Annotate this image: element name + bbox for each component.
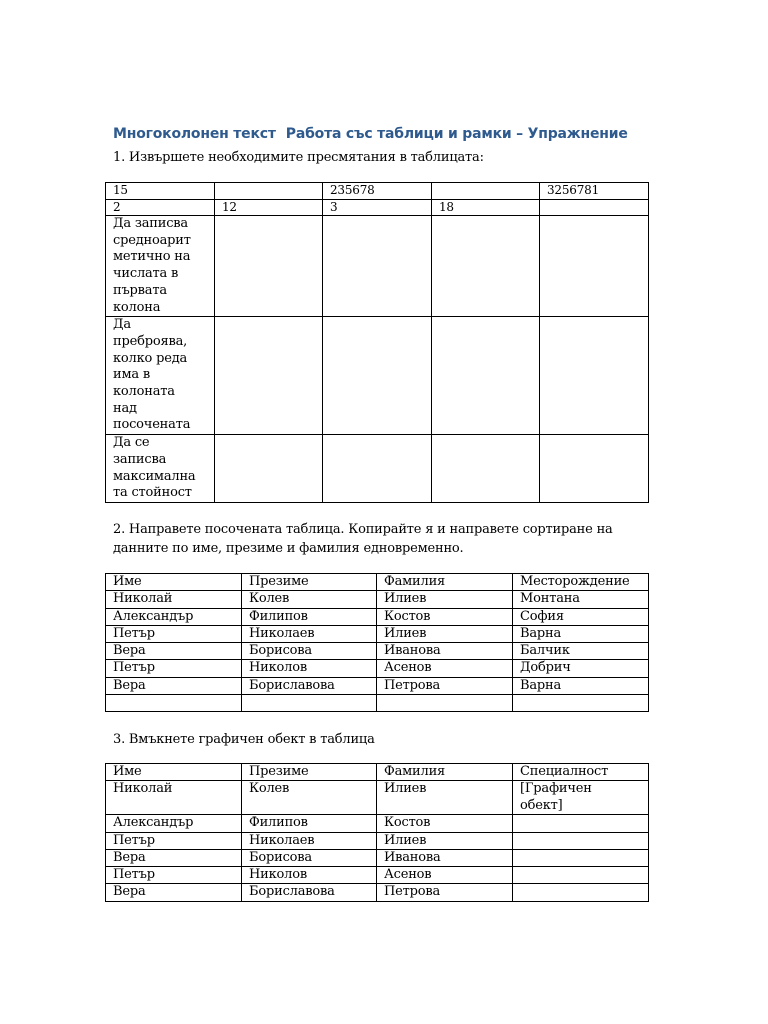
table-cell[interactable] bbox=[513, 867, 649, 884]
column-header[interactable]: Фамилия bbox=[377, 764, 513, 781]
label-line: Да записва bbox=[113, 216, 188, 231]
column-header[interactable]: Специалност bbox=[513, 764, 649, 781]
placeholder-line: [Графичен bbox=[520, 781, 592, 797]
table-cell[interactable]: Илиев bbox=[377, 625, 513, 642]
table-cell[interactable] bbox=[513, 884, 649, 901]
table-cell[interactable]: Николов bbox=[242, 660, 377, 677]
table-cell[interactable]: Борисова bbox=[242, 849, 377, 866]
table-cell[interactable]: Александър bbox=[106, 608, 242, 625]
table-cell[interactable] bbox=[215, 183, 323, 200]
table-row bbox=[106, 867, 649, 884]
label-line: метично на bbox=[113, 249, 191, 265]
task3-instruction: 3. Вмъкнете графичен обект в таблица bbox=[113, 732, 375, 747]
table-cell[interactable]: Николов bbox=[242, 867, 377, 884]
table-header-row bbox=[106, 764, 649, 781]
table-cell[interactable]: Балчик bbox=[513, 643, 649, 660]
table-cell[interactable]: 12 bbox=[215, 199, 323, 216]
table-cell[interactable]: Николаев bbox=[242, 832, 377, 849]
table-cell[interactable]: Петър bbox=[106, 867, 242, 884]
table-cell[interactable] bbox=[513, 695, 649, 712]
column-header[interactable]: Име bbox=[106, 574, 242, 591]
table-cell[interactable] bbox=[215, 216, 323, 317]
table-row bbox=[106, 660, 649, 677]
placeholder-line: обект] bbox=[520, 797, 563, 813]
table-cell[interactable] bbox=[323, 435, 432, 503]
table-cell[interactable] bbox=[215, 317, 323, 435]
table-cell[interactable]: Колев bbox=[242, 781, 377, 815]
table-row bbox=[106, 677, 649, 694]
table-cell[interactable]: София bbox=[513, 608, 649, 625]
table-row bbox=[106, 832, 649, 849]
label-line: та стойност bbox=[113, 485, 192, 501]
table-cell[interactable]: Монтана bbox=[513, 591, 649, 608]
table-cell[interactable]: Николай bbox=[106, 781, 242, 815]
table-cell[interactable]: Николай bbox=[106, 591, 242, 608]
label-line: максимална bbox=[113, 468, 196, 484]
table-cell[interactable]: Иванова bbox=[377, 849, 513, 866]
table-cell[interactable]: 3 bbox=[323, 199, 432, 216]
table-cell[interactable] bbox=[432, 317, 540, 435]
table-cell[interactable]: 18 bbox=[432, 199, 540, 216]
label-line: има в bbox=[113, 367, 150, 383]
table-row bbox=[106, 643, 649, 660]
table-cell[interactable]: Костов bbox=[377, 608, 513, 625]
table-row bbox=[106, 695, 649, 712]
table-cell[interactable]: Асенов bbox=[377, 867, 513, 884]
table-cell[interactable] bbox=[513, 832, 649, 849]
table-cell[interactable]: Александър bbox=[106, 815, 242, 832]
title-part-2: Работа със таблици и рамки – Упражнение bbox=[285, 126, 628, 142]
column-header[interactable]: Презиме bbox=[242, 764, 377, 781]
label-line: преброява, bbox=[113, 333, 188, 349]
table-cell[interactable] bbox=[540, 216, 649, 317]
table-row bbox=[106, 884, 649, 901]
label-line: колоната bbox=[113, 384, 175, 400]
table-row bbox=[106, 591, 649, 608]
title-part-1: Многоколонен текст bbox=[113, 126, 276, 142]
table-cell[interactable]: Филипов bbox=[242, 608, 377, 625]
table-cell[interactable] bbox=[323, 216, 432, 317]
table-cell[interactable]: Колев bbox=[242, 591, 377, 608]
table-row bbox=[106, 317, 649, 435]
table-cell[interactable]: Илиев bbox=[377, 591, 513, 608]
table-cell[interactable]: Костов bbox=[377, 815, 513, 832]
label-line: посочената bbox=[113, 417, 191, 433]
table-row bbox=[106, 781, 649, 815]
table-cell[interactable]: Петрова bbox=[377, 884, 513, 901]
table-cell[interactable] bbox=[215, 435, 323, 503]
table-row bbox=[106, 625, 649, 642]
table-cell[interactable]: Бориславова bbox=[242, 884, 377, 901]
label-line: записва bbox=[113, 451, 167, 467]
table-cell[interactable] bbox=[377, 695, 513, 712]
table-cell[interactable]: Варна bbox=[513, 677, 649, 694]
table-cell[interactable]: Филипов bbox=[242, 815, 377, 832]
table-cell[interactable]: Петър bbox=[106, 660, 242, 677]
table-cell[interactable] bbox=[432, 183, 540, 200]
table-cell[interactable]: 3256781 bbox=[540, 183, 649, 200]
label-line: Да bbox=[113, 317, 131, 333]
table-cell[interactable]: Петрова bbox=[377, 677, 513, 694]
table-cell[interactable] bbox=[540, 199, 649, 216]
table-header-row bbox=[106, 574, 649, 591]
table-cell[interactable] bbox=[432, 216, 540, 317]
table-cell[interactable] bbox=[242, 695, 377, 712]
table-row bbox=[106, 608, 649, 625]
column-header[interactable]: Месторождение bbox=[513, 574, 649, 591]
label-line: първата bbox=[113, 282, 167, 298]
table-cell[interactable] bbox=[540, 435, 649, 503]
table-cell[interactable]: Борисова bbox=[242, 643, 377, 660]
graphic-object-table bbox=[105, 763, 649, 902]
label-line: средноарит bbox=[113, 232, 191, 248]
table-cell[interactable]: Вера bbox=[106, 884, 242, 901]
label-line: числата в bbox=[113, 266, 179, 282]
table-cell[interactable]: 2 bbox=[106, 199, 215, 216]
table-cell[interactable] bbox=[323, 317, 432, 435]
table-cell[interactable]: Петър bbox=[106, 832, 242, 849]
task2-instruction-line2: данните по име, презиме и фамилия едновременно. bbox=[113, 541, 464, 556]
table-cell[interactable]: 235678 bbox=[323, 183, 432, 200]
table-cell[interactable]: Добрич bbox=[513, 660, 649, 677]
max-label-cell[interactable] bbox=[106, 435, 215, 503]
table-cell[interactable]: Вера bbox=[106, 677, 242, 694]
table-cell[interactable]: Петър bbox=[106, 625, 242, 642]
table-cell[interactable] bbox=[106, 695, 242, 712]
table-row bbox=[106, 815, 649, 832]
column-header[interactable]: Фамилия bbox=[377, 574, 513, 591]
label-line: над bbox=[113, 400, 137, 416]
sorting-table bbox=[105, 573, 649, 712]
average-label-cell[interactable] bbox=[106, 216, 215, 317]
table-cell[interactable]: Иванова bbox=[377, 643, 513, 660]
label-line: Да се bbox=[113, 435, 150, 451]
document-title bbox=[113, 126, 713, 142]
table-row bbox=[106, 216, 649, 317]
table-cell[interactable] bbox=[513, 849, 649, 866]
table-cell[interactable] bbox=[513, 815, 649, 832]
table-cell[interactable]: 15 bbox=[106, 183, 215, 200]
table-cell[interactable]: Илиев bbox=[377, 781, 513, 815]
table-row bbox=[106, 183, 649, 200]
label-line: колона bbox=[113, 299, 161, 315]
table-row bbox=[106, 199, 649, 216]
label-line: колко реда bbox=[113, 350, 188, 366]
calculation-table bbox=[105, 182, 649, 503]
table-cell[interactable]: Асенов bbox=[377, 660, 513, 677]
table-cell[interactable]: Илиев bbox=[377, 832, 513, 849]
table-row bbox=[106, 435, 649, 503]
count-label-cell[interactable] bbox=[106, 317, 215, 435]
table-cell[interactable]: Вера bbox=[106, 643, 242, 660]
table-cell[interactable]: Николаев bbox=[242, 625, 377, 642]
graphic-object-placeholder[interactable] bbox=[513, 781, 649, 815]
table-cell[interactable]: Вера bbox=[106, 849, 242, 866]
column-header[interactable]: Презиме bbox=[242, 574, 377, 591]
table-cell[interactable]: Бориславова bbox=[242, 677, 377, 694]
table-row bbox=[106, 849, 649, 866]
table-cell[interactable]: Варна bbox=[513, 625, 649, 642]
column-header[interactable]: Име bbox=[106, 764, 242, 781]
task1-instruction: 1. Извършете необходимите пресмятания в таблицата: bbox=[113, 150, 484, 165]
table-cell[interactable] bbox=[540, 317, 649, 435]
table-cell[interactable] bbox=[432, 435, 540, 503]
task2-instruction-line1: 2. Направете посочената таблица. Копирайте я и направете сортиране на bbox=[113, 522, 613, 537]
